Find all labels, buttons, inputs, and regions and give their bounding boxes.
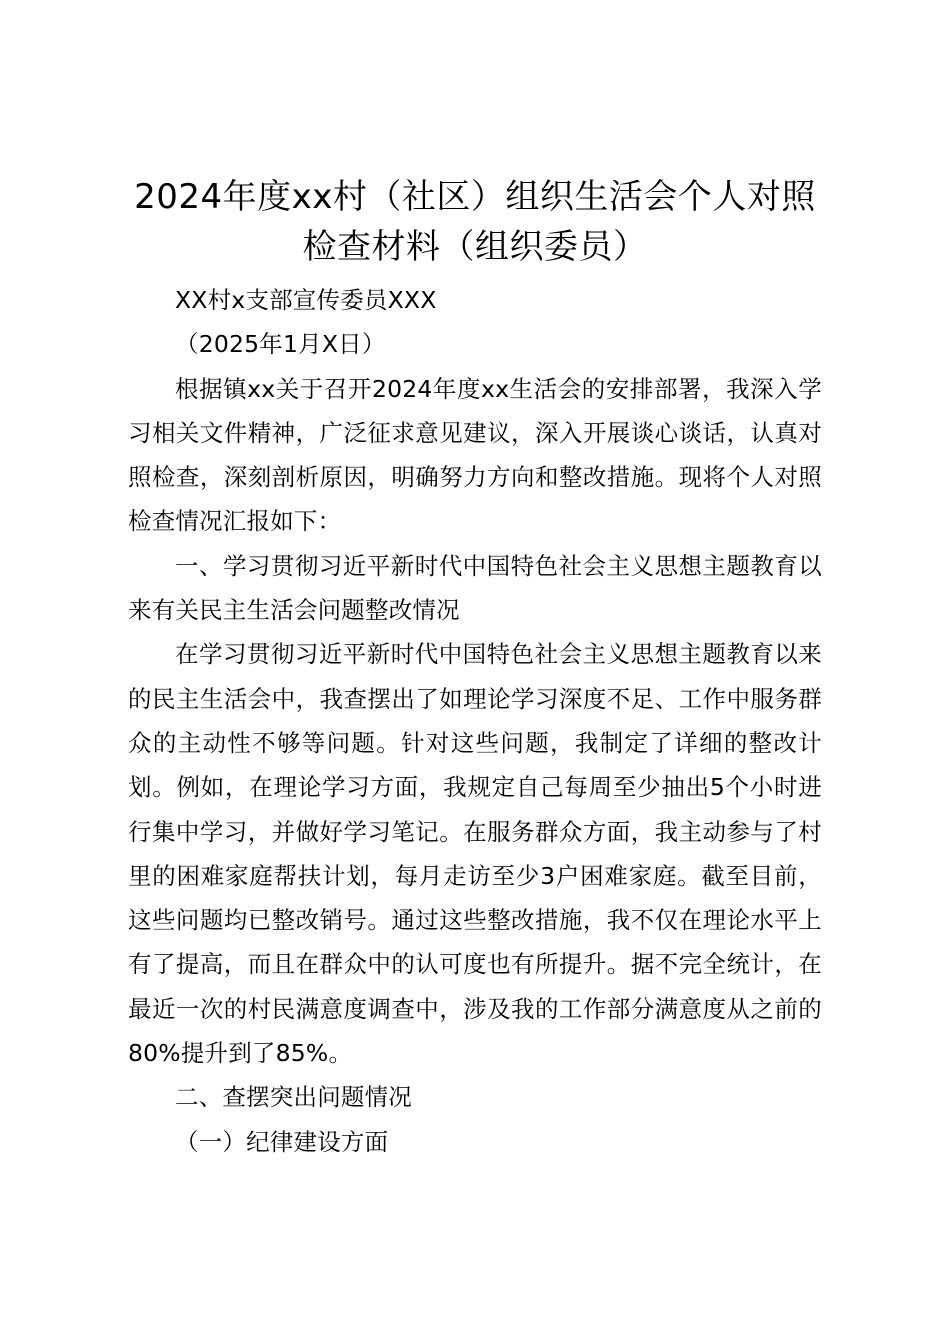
section-heading-1: 一、学习贯彻习近平新时代中国特色社会主义思想主题教育以来有关民主生活会问题整改情况 [128, 551, 822, 625]
document-body [128, 278, 822, 1164]
section-1-paragraph: 在学习贯彻习近平新时代中国特色社会主义思想主题教育以来的民主生活会中，我查摆出了如理论学习深度不足、工作中服务群众的主动性不够等问题。针对这些问题，我制定了详细的整改计划。例如，在理论学习方面，我规定自己每周至少抽出5个小时进行集中学习，并做好学习笔记。在服务群众方面，我主动参与了村里的困难家庭帮扶计划，每月走访至少3户困难家庭。截至目前，这些问题均已整改销号。通过这些整改措施，我不仅在理论水平上有了提高，而且在群众中的认可度也有所提升。据不完全统计，在最近一次的村民满意度调查中，涉及我的工作部分满意度从之前的80%提升到了85%。 [128, 640, 822, 1068]
intro-paragraph: 根据镇xx关于召开2024年度xx生活会的安排部署，我深入学习相关文件精神，广泛征求意见建议，深入开展谈心谈话，认真对照检查，深刻剖析原因，明确努力方向和整改措施。现将个人对照检查情况汇报如下： [128, 374, 822, 536]
document-title: 2024年度xx村（社区）组织生活会个人对照检查材料（组织委员） [134, 177, 816, 267]
author-line: XX村x支部宣传委员XXX [175, 286, 437, 314]
date-line: （2025年1月X日） [175, 330, 386, 359]
subsection-heading-1: （一）纪律建设方面 [175, 1127, 389, 1156]
section-heading-2: 二、查摆突出问题情况 [175, 1083, 412, 1112]
